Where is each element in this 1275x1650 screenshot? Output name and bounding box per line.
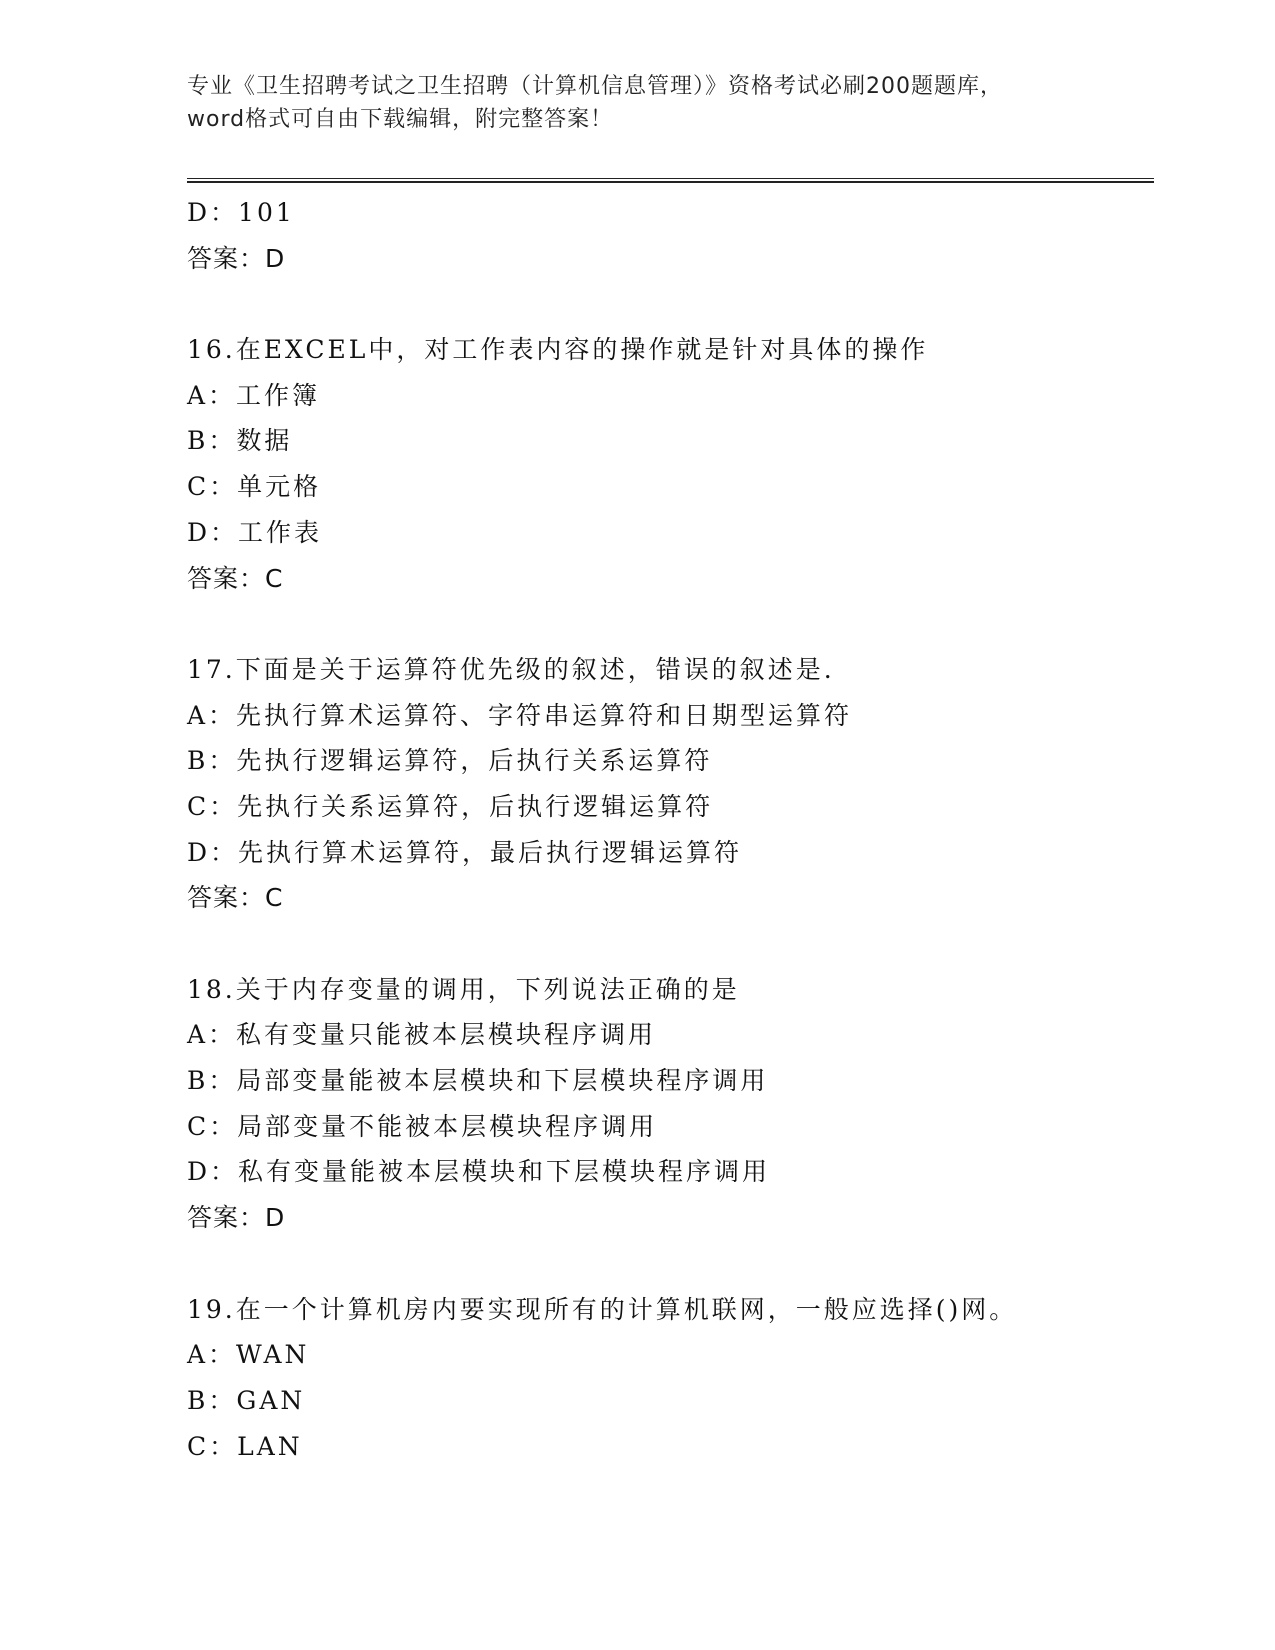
question-stem: 16.在EXCEL中，对工作表内容的操作就是针对具体的操作: [187, 335, 929, 365]
option-b: B：先执行逻辑运算符，后执行关系运算符: [187, 746, 713, 776]
question-answer: 答案：C: [187, 563, 284, 593]
spacer: [187, 281, 1147, 327]
question-19: [187, 1287, 1147, 1470]
question-stem: 18.关于内存变量的调用，下列说法正确的是: [187, 974, 740, 1004]
option-a: A：私有变量只能被本层模块程序调用: [187, 1020, 657, 1050]
option-d: D：工作表: [187, 517, 323, 547]
spacer: [187, 921, 1147, 967]
question-stem: 17.下面是关于运算符优先级的叙述，错误的叙述是.: [187, 654, 835, 684]
question-16: [187, 327, 1147, 601]
spacer: [187, 601, 1147, 647]
option-b: B：GAN: [187, 1385, 306, 1415]
option-d: D：私有变量能被本层模块和下层模块程序调用: [187, 1157, 771, 1187]
document-header: [187, 70, 1087, 136]
option-a: A：先执行算术运算符、字符串运算符和日期型运算符: [187, 700, 853, 730]
option-c: C：LAN: [187, 1431, 303, 1461]
header-line-2: word格式可自由下载编辑，附完整答案！: [187, 107, 614, 132]
option-c: C：单元格: [187, 472, 322, 502]
header-rule-thick: [187, 181, 1154, 183]
header-line-1: 专业《卫生招聘考试之卫生招聘（计算机信息管理）》资格考试必刷200题题库，: [187, 74, 1003, 99]
option-b: B：局部变量能被本层模块和下层模块程序调用: [187, 1066, 769, 1096]
option-a: A：工作簿: [187, 380, 321, 410]
question-answer: 答案：D: [187, 1203, 286, 1233]
option-c: C：先执行关系运算符，后执行逻辑运算符: [187, 791, 714, 821]
prev-question-answer: 答案：D: [187, 243, 286, 273]
question-18: [187, 967, 1147, 1241]
prev-question-option-d: D：101: [187, 198, 295, 227]
option-d: D：先执行算术运算符，最后执行逻辑运算符: [187, 837, 743, 867]
option-c: C：局部变量不能被本层模块程序调用: [187, 1111, 658, 1141]
option-b: B：数据: [187, 426, 293, 456]
question-17: [187, 647, 1147, 921]
option-a: A：WAN: [187, 1340, 310, 1370]
spacer: [187, 1241, 1147, 1287]
question-list: [187, 190, 1147, 1469]
question-stem: 19.在一个计算机房内要实现所有的计算机联网，一般应选择()网。: [187, 1294, 1018, 1324]
header-rule-thin: [187, 178, 1154, 179]
question-answer: 答案：C: [187, 883, 284, 913]
